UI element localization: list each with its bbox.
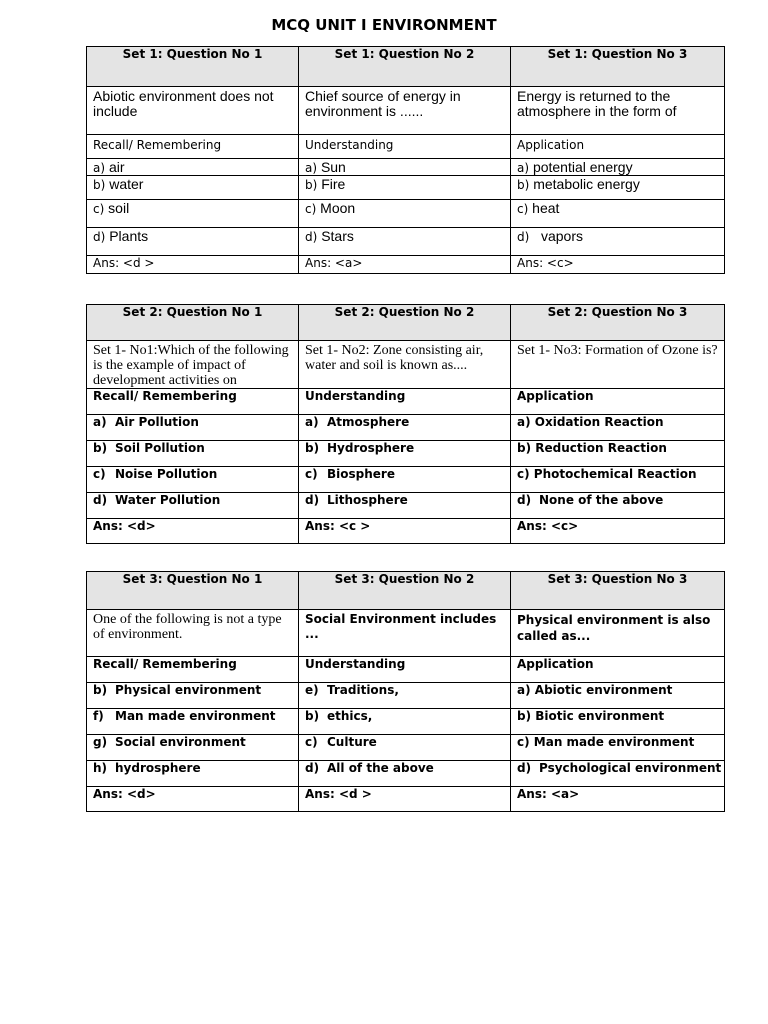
cognitive-level: Application — [511, 135, 725, 159]
option: c) heat — [511, 200, 725, 228]
option-row — [87, 415, 725, 441]
set-1-question-row — [87, 87, 725, 135]
option: c) Culture — [299, 735, 511, 761]
option-row — [87, 761, 725, 787]
answer: Ans: <d> — [87, 519, 299, 544]
option: a) Sun — [299, 159, 511, 176]
option-row — [87, 467, 725, 493]
option: g) Social environment — [87, 735, 299, 761]
answer: Ans: <c > — [299, 519, 511, 544]
option: b) Biotic environment — [511, 709, 725, 735]
answer: Ans: <c> — [511, 519, 725, 544]
option: h) hydrosphere — [87, 761, 299, 787]
question-text: Chief source of energy in environment is ...... — [299, 87, 511, 135]
answer: Ans: <d > — [87, 256, 299, 274]
option: a) potential energy — [511, 159, 725, 176]
option: d) Psychological environment — [511, 761, 725, 787]
option: b) Fire — [299, 176, 511, 200]
option-row — [87, 228, 725, 256]
option: d) Water Pollution — [87, 493, 299, 519]
cognitive-level: Understanding — [299, 657, 511, 683]
option: b) water — [87, 176, 299, 200]
question-header: Set 3: Question No 2 — [299, 572, 511, 610]
answer-row — [87, 256, 725, 274]
option-row — [87, 735, 725, 761]
option: d) All of the above — [299, 761, 511, 787]
answer: Ans: <a> — [299, 256, 511, 274]
question-text: Set 1- No3: Formation of Ozone is? — [511, 341, 725, 389]
option: d) vapors — [511, 228, 725, 256]
option-row — [87, 709, 725, 735]
answer: Ans: <c> — [511, 256, 725, 274]
answer: Ans: <d > — [299, 787, 511, 812]
option-row — [87, 200, 725, 228]
set-1-header-row — [87, 47, 725, 87]
option-row — [87, 493, 725, 519]
option-row — [87, 159, 725, 176]
option-row — [87, 683, 725, 709]
option: b) Soil Pollution — [87, 441, 299, 467]
answer: Ans: <d> — [87, 787, 299, 812]
option: d) Plants — [87, 228, 299, 256]
option: a) air — [87, 159, 299, 176]
set-2-header-row — [87, 305, 725, 341]
question-header: Set 1: Question No 3 — [511, 47, 725, 87]
question-text: Set 1- No2: Zone consisting air, water and soil is known as.... — [299, 341, 511, 389]
option: b) ethics, — [299, 709, 511, 735]
page-title: MCQ UNIT I ENVIRONMENT — [271, 16, 497, 34]
option: b) Hydrosphere — [299, 441, 511, 467]
question-header: Set 2: Question No 1 — [87, 305, 299, 341]
option: a) Air Pollution — [87, 415, 299, 441]
option: e) Traditions, — [299, 683, 511, 709]
question-header: Set 1: Question No 1 — [87, 47, 299, 87]
question-text: Physical environment is also called as... — [511, 610, 725, 657]
question-header: Set 2: Question No 3 — [511, 305, 725, 341]
option: d) Lithosphere — [299, 493, 511, 519]
cognitive-level: Recall/ Remembering — [87, 657, 299, 683]
cognitive-level: Recall/ Remembering — [87, 389, 299, 415]
option: b) Reduction Reaction — [511, 441, 725, 467]
question-header: Set 3: Question No 1 — [87, 572, 299, 610]
set-1-level-row — [87, 135, 725, 159]
option: a) Oxidation Reaction — [511, 415, 725, 441]
option: b) metabolic energy — [511, 176, 725, 200]
question-header: Set 1: Question No 2 — [299, 47, 511, 87]
option: c) soil — [87, 200, 299, 228]
answer-row — [87, 519, 725, 544]
option: d) Stars — [299, 228, 511, 256]
cognitive-level: Understanding — [299, 389, 511, 415]
option: d) None of the above — [511, 493, 725, 519]
option-row — [87, 176, 725, 200]
cognitive-level: Application — [511, 389, 725, 415]
cognitive-level: Application — [511, 657, 725, 683]
set-2-level-row — [87, 389, 725, 415]
option: f) Man made environment — [87, 709, 299, 735]
set-3-question-row — [87, 610, 725, 657]
set-2-table — [86, 304, 725, 544]
answer-row — [87, 787, 725, 812]
question-text: Abiotic environment does not include — [87, 87, 299, 135]
option: c) Man made environment — [511, 735, 725, 761]
question-text: Set 1- No1:Which of the following is the example of impact of development activities on — [87, 341, 299, 389]
option: c) Biosphere — [299, 467, 511, 493]
option: a) Abiotic environment — [511, 683, 725, 709]
question-header: Set 3: Question No 3 — [511, 572, 725, 610]
cognitive-level: Recall/ Remembering — [87, 135, 299, 159]
set-3-table — [86, 571, 725, 812]
option: c) Moon — [299, 200, 511, 228]
set-1-table — [86, 46, 725, 274]
question-text: Social Environment includes ... — [299, 610, 511, 657]
set-3-header-row — [87, 572, 725, 610]
option-row — [87, 441, 725, 467]
option: c) Photochemical Reaction — [511, 467, 725, 493]
option: a) Atmosphere — [299, 415, 511, 441]
cognitive-level: Understanding — [299, 135, 511, 159]
set-3-level-row — [87, 657, 725, 683]
set-2-question-row — [87, 341, 725, 389]
question-text: Energy is returned to the atmosphere in the form of — [511, 87, 725, 135]
question-header: Set 2: Question No 2 — [299, 305, 511, 341]
answer: Ans: <a> — [511, 787, 725, 812]
question-text: One of the following is not a type of environment. — [87, 610, 299, 657]
option: b) Physical environment — [87, 683, 299, 709]
option: c) Noise Pollution — [87, 467, 299, 493]
